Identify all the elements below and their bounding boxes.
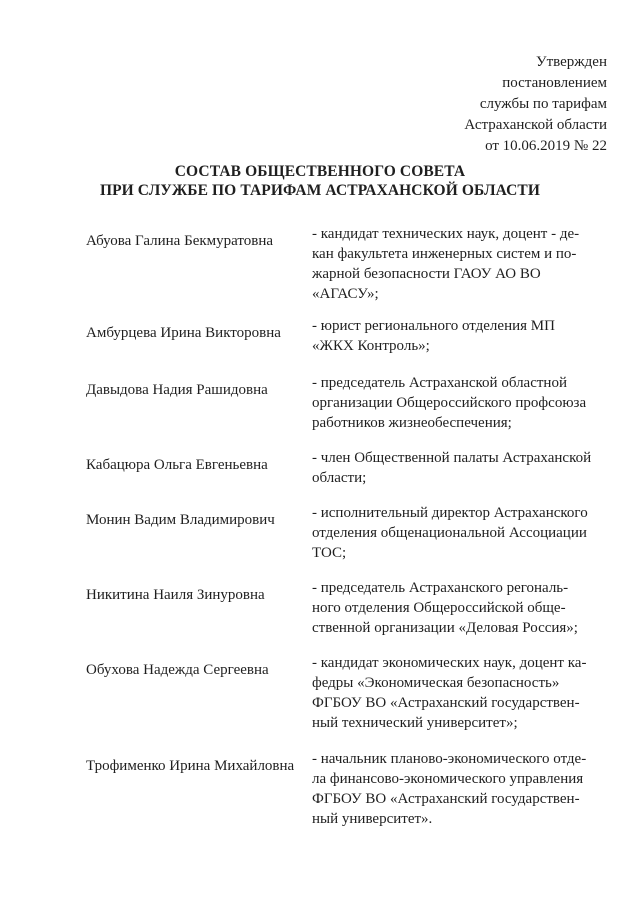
member-role [312,653,604,733]
member-row [86,503,606,563]
member-name: Давыдова Надия Рашидовна [86,382,268,398]
approval-line: Утвержден [535,54,607,70]
member-name: Обухова Надежда Сергеевна [86,662,269,678]
member-row [86,578,606,638]
approval-line: службы по тарифам [479,96,607,112]
document-title [0,162,640,200]
role-line: ТОС; [312,545,347,561]
member-row [86,373,606,433]
title-line-2: ПРИ СЛУЖБЕ ПО ТАРИФАМ АСТРАХАНСКОЙ ОБЛАСТИ [99,182,541,199]
role-line: ла финансово-экономического управления [312,771,584,787]
member-row [86,448,606,488]
member-role [312,749,604,829]
role-line: - председатель Астраханского регональ- [312,580,569,596]
role-line: - юрист регионального отделения МП [312,318,555,334]
approval-line: постановлением [502,75,607,91]
member-role [312,503,604,563]
role-line: - член Общественной палаты Астраханской [312,450,592,466]
member-role [312,373,604,433]
member-row [86,224,606,304]
member-name: Монин Вадим Владимирович [86,512,275,528]
member-role [312,224,604,304]
member-role [312,578,604,638]
member-name: Никитина Наиля Зинуровна [86,587,265,603]
title-line-1: СОСТАВ ОБЩЕСТВЕННОГО СОВЕТА [174,163,466,180]
role-line: ного отделения Общероссийской обще- [312,600,566,616]
member-name: Абуова Галина Бекмуратовна [86,233,274,249]
member-name: Кабацюра Ольга Евгеньевна [86,457,268,473]
role-line: ный университет». [312,811,433,827]
role-line: - кандидат экономических наук, доцент ка- [312,655,587,671]
member-row [86,749,606,829]
role-line: ФГБОУ ВО «Астраханский государствен- [312,791,580,807]
approval-line: Астраханской области [464,117,607,133]
role-line: «ЖКХ Контроль»; [312,338,430,354]
role-line: ный технический университет»; [312,715,518,731]
approval-stamp [347,52,607,157]
member-role [312,448,604,488]
role-line: - председатель Астраханской областной [312,375,567,391]
members-list [86,214,606,829]
role-line: работников жизнеобеспечения; [312,415,512,431]
role-line: организации Общероссийского профсоюза [312,395,587,411]
member-name: Трофименко Ирина Михайловна [86,758,295,774]
role-line: ФГБОУ ВО «Астраханский государствен- [312,695,580,711]
member-row [86,653,606,733]
role-line: - исполнительный директор Астраханского [312,505,588,521]
role-line: кан факультета инженерных систем и по- [312,246,577,262]
role-line: - начальник планово-экономического отде- [312,751,587,767]
role-line: ственной организации «Деловая Россия»; [312,620,578,636]
member-row [86,316,606,356]
role-line: области; [312,470,367,486]
role-line: «АГАСУ»; [312,286,379,302]
member-name: Амбурцева Ирина Викторовна [86,325,281,341]
role-line: федры «Экономическая безопасность» [312,675,560,691]
approval-line: от 10.06.2019 № 22 [485,138,607,154]
member-role [312,316,604,356]
role-line: жарной безопасности ГАОУ АО ВО [312,266,541,282]
role-line: отделения общенациональной Ассоциации [312,525,587,541]
role-line: - кандидат технических наук, доцент - де- [312,226,580,242]
